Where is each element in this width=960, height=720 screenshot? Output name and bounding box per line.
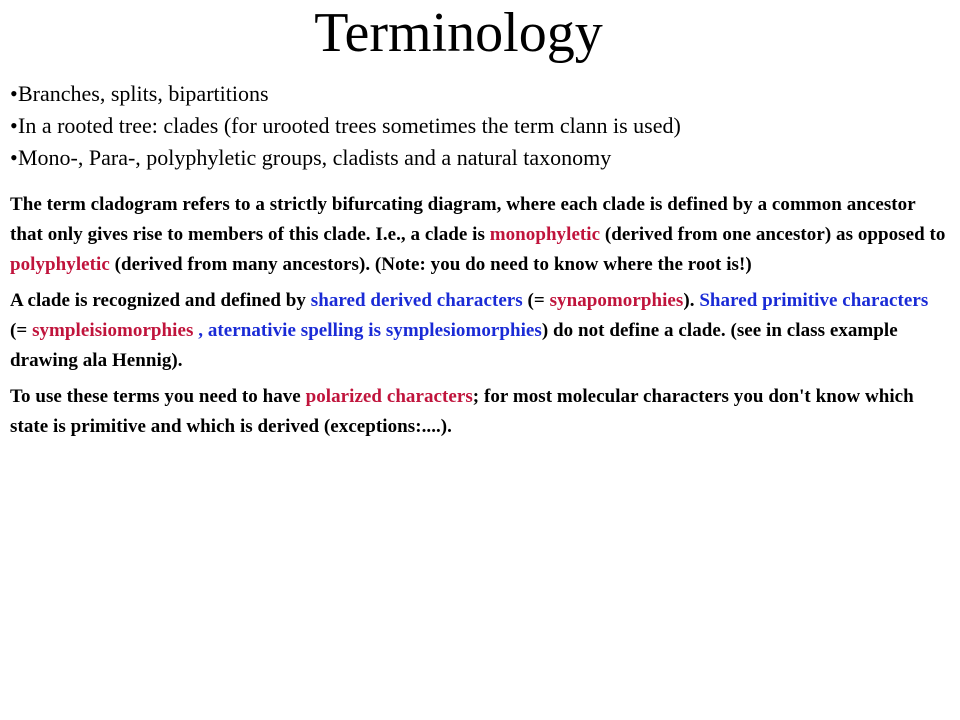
bullet-list [10,78,950,174]
term-monophyletic: monophyletic [489,224,601,245]
text-run: ; for most molecular characters you don't know which state is primitive and which is derived (exceptions:....). [10,386,914,437]
term-sympleisiomorphies: sympleisiomorphies [32,320,194,341]
bullet-text: In a rooted tree: clades (for urooted trees sometimes the term clann is used) [18,113,681,138]
bullet-item [10,142,950,174]
bullet-text: Mono-, Para-, polyphyletic groups, cladists and a natural taxonomy [18,145,612,170]
paragraph-clade [10,286,950,376]
bullet-item [10,110,950,142]
bullet-dot-icon: • [10,113,18,138]
bullet-dot-icon: • [10,81,18,106]
text-run: ). [683,290,700,311]
text-run: A clade is recognized and defined by [10,290,311,311]
term-polyphyletic: polyphyletic [10,254,110,275]
body-paragraphs [10,190,950,448]
text-run: The term cladogram refers to a strictly bifurcating diagram, where each clade is defined by a common ancestor that only gives rise to members of this clade. I.e., a clade is [10,194,916,245]
bullet-item [10,78,950,110]
text-run: (= [522,290,550,311]
paragraph-cladogram [10,190,950,280]
bullet-dot-icon: • [10,145,18,170]
term-synapomorphies: synapomorphies [549,290,684,311]
term-alternative-spelling: , aternativie spelling is symplesiomorphies [193,320,542,341]
term-shared-primitive: Shared primitive characters [699,290,929,311]
slide-title: Terminology [314,2,603,64]
text-run: (= [10,320,33,341]
text-run: ) do not define a clade. (see in class example drawing ala Hennig). [10,320,898,371]
term-polarized-characters: polarized characters [305,386,473,407]
text-run: (derived from one ancestor) as opposed to [600,224,946,245]
term-shared-derived: shared derived characters [310,290,523,311]
text-run: (derived from many ancestors). (Note: you do need to know where the root is!) [109,254,752,275]
bullet-text: Branches, splits, bipartitions [18,81,269,106]
paragraph-polarized [10,382,950,442]
text-run: To use these terms you need to have [10,386,306,407]
